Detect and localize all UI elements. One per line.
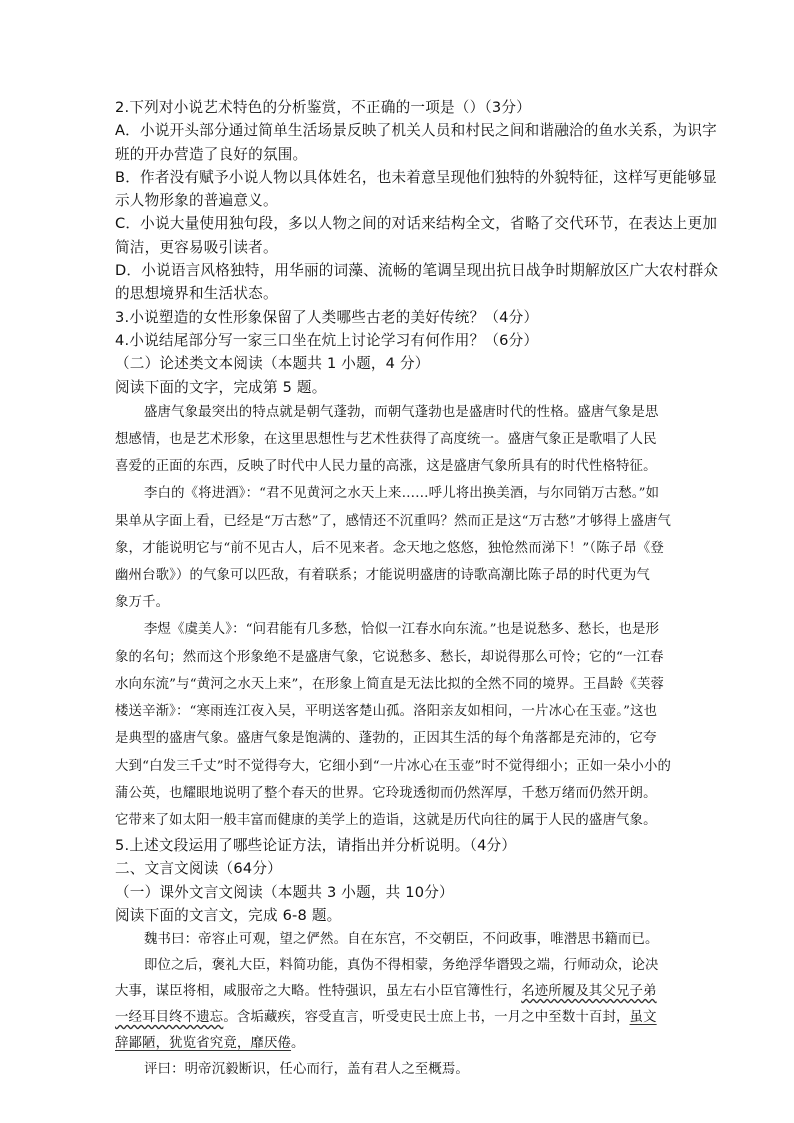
- section-heading-argument: （二）论述类文本阅读（本题共 1 小题，4 分）: [115, 355, 430, 373]
- subsection-heading-extracurricular: （一）课外文言文阅读（本题共 3 小题，共 10分）: [115, 883, 454, 901]
- question-2-stem: 2.下列对小说艺术特色的分析鉴赏，不正确的一项是（）（3分）: [115, 99, 531, 116]
- reading-instruction-6-8: 阅读下面的文言文，完成 6-8 题。: [115, 907, 342, 924]
- reading-instruction-5: 阅读下面的文字，完成第 5 题。: [115, 378, 327, 396]
- passage1-p2-line-5: 象万千。: [115, 595, 170, 611]
- passage2-p2-line-3-text: 。含垢藏疾，容受直言，听受吏民士庶上书，一月之中至数十百封，: [223, 1010, 630, 1026]
- underlined-sentence-2a: 虽文: [629, 1010, 657, 1026]
- passage2-p1: 魏书曰：帝容止可观，望之俨然。自在东宫，不交朝臣，不问政事，唯潜思书籍而已。: [144, 932, 659, 948]
- passage-classical: [115, 927, 685, 1083]
- option-c-line-1: C．小说大量使用独句段，多以人物之间的对话来结构全文，省略了交代环节，在表达上更加: [115, 215, 718, 233]
- option-b-line-1: B．作者没有赋予小说人物以具体姓名，也未着意呈现他们独特的外貌特征，这样写更能够显: [115, 168, 717, 186]
- passage1-p1-line-3: 喜爱的正面的东西，反映了时代中人民力量的高涨，这是盛唐气象所具有的时代性格特征。: [115, 459, 657, 475]
- question-4: 4.小说结尾部分写一家三口坐在炕上讨论学习有何作用？（6分）: [115, 331, 539, 349]
- passage-argument: [115, 399, 685, 834]
- passage1-p1-line-1: 盛唐气象最突出的特点就是朝气蓬勃，而朝气蓬勃也是盛唐时代的性格。盛唐气象是思: [144, 404, 659, 420]
- option-c-line-2: 简洁，更容易吸引读者。: [115, 238, 278, 256]
- passage1-p2-line-1: 李白的《将进酒》：“君不见黄河之水天上来……呼儿将出换美酒，与尔同销万古愁。”如: [144, 486, 660, 502]
- passage1-p3-line-3: 水向东流”与“黄河之水天上来”，在形象上简直是无法比拟的全然不同的境界。王昌龄《芙蓉: [115, 676, 665, 692]
- passage1-p3-line-4: 楼送辛渐》：“寒雨连江夜入吴，平明送客楚山孤。洛阳亲友如相问，一片冰心在玉壶。”这也: [115, 704, 658, 720]
- option-b-line-2: 示人物形象的普遍意义。: [115, 192, 278, 210]
- section-heading-classical: 二、文言文阅读（64分）: [115, 860, 282, 878]
- question-3: 3.小说塑造的女性形象保留了人类哪些古老的美好传统？（4分）: [115, 308, 539, 326]
- passage2-p2-line-2: [115, 979, 685, 1005]
- passage2-p3: 评曰：明帝沉毅断识，任心而行，盖有君人之至概焉。: [144, 1062, 469, 1078]
- underlined-sentence-1b: 一经耳目终不遗忘: [115, 1010, 224, 1026]
- passage2-p2-line-1: 即位之后，褒礼大臣，料简功能，真伪不得相蒙，务绝浮华谮毁之端，行师动众，论决: [144, 958, 659, 974]
- option-a-line-2: 班的开办营造了良好的氛围。: [115, 145, 308, 163]
- option-d-line-2: 的思想境界和生活状态。: [115, 285, 278, 303]
- underlined-sentence-1a: 名迹所履及其父兄子弟: [521, 984, 657, 1000]
- passage1-p2-line-4: 幽州台歌》）的气象可以匹敌，有着联系；才能说明盛唐的诗歌高潮比陈子昂的时代更为气: [115, 568, 650, 584]
- passage1-p3-line-6: 大到“白发三千丈”时不觉得夸大，它细小到“一片冰心在玉壶”时不觉得细小；正如一朵小小的: [115, 758, 672, 774]
- option-a-line-1: A．小说开头部分通过简单生活场景反映了机关人员和村民之间和谐融洽的鱼水关系，为识字: [115, 122, 717, 140]
- passage1-p3-line-2: 象的名句；然而这个形象绝不是盛唐气象，它说愁多、愁长，却说得那么可怜；它的“一江春: [115, 649, 664, 665]
- passage2-p2-line-3: [115, 1005, 685, 1031]
- option-d-line-1: D．小说语言风格独特，用华丽的词藻、流畅的笔调呈现出抗日战争时期解放区广大农村群众: [115, 262, 719, 280]
- question-5: 5.上述文段运用了哪些论证方法，请指出并分析说明。（4分）: [115, 837, 517, 855]
- passage2-p2-line-2-text: 大事，谋臣将相，咸服帝之大略。性特强识，虽左右小臣官簿性行，: [115, 984, 522, 1000]
- passage1-p3-line-5: 是典型的盛唐气象。盛唐气象是饱满的、蓬勃的，正因其生活的每个角落都是充沛的，它夸: [115, 731, 657, 747]
- passage2-p2-line-4-end: 。: [291, 1036, 305, 1052]
- passage1-p2-line-2: 果单从字面上看，已经是“万古愁”了，感情还不沉重吗？然而正是这“万古愁”才够得上盛唐气: [115, 513, 672, 529]
- passage2-p2-line-4: [115, 1031, 685, 1057]
- passage1-p3-line-7: 蒲公英，也耀眼地说明了整个春天的世界。它玲珑透彻而仍然浑厚，千愁万绪而仍然开朗。: [115, 785, 657, 801]
- underlined-sentence-2b: 辞鄙陋，犹览省究竟，靡厌倦: [115, 1036, 292, 1052]
- questions-top: [115, 96, 719, 399]
- passage1-p3-line-8: 它带来了如太阳一般丰富而健康的美学上的造诣，这就是历代向往的属于人民的盛唐气象。: [115, 812, 657, 828]
- questions-mid: [115, 834, 685, 927]
- document-content: [115, 96, 719, 1083]
- passage1-p3-line-1: 李煜《虞美人》：“问君能有几多愁，恰似一江春水向东流。”也是说愁多、愁长，也是形: [144, 622, 660, 638]
- passage1-p2-line-3: 象，才能说明它与“前不见古人，后不见来者。念天地之悠悠，独怆然而涕下！”（陈子昂《登: [115, 540, 664, 556]
- passage1-p1-line-2: 想感情，也是艺术形象，在这里思想性与艺术性获得了高度统一。盛唐气象正是歌唱了人民: [115, 432, 657, 448]
